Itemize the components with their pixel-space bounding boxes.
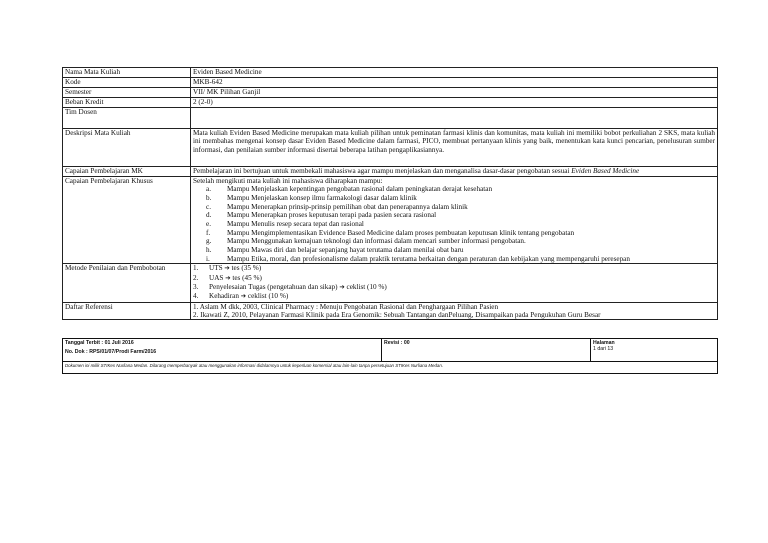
capaian-item-key: a. [206,185,211,194]
capaian-item [193,185,715,194]
metode-item-tool: ceklist (10 %) [346,283,387,292]
capaian-item-key: h. [206,246,212,255]
right-arrow-icon: ➔ [339,283,345,292]
capaian-item-text: Mampu Menggunakan kemajuan teknologi dan informasi dalam mencari sumber informasi pengobatan. [227,237,526,246]
row-deskripsi [63,129,718,167]
capaian-item [193,255,715,264]
tanggal-terbit: Tanggal Terbit : 01 Juli 2016 [65,340,134,346]
nomor-dokumen: No. Dok : RPS/01/07/Prodi Farm/2016 [65,349,157,355]
metode-item [193,264,715,273]
metode-item-text [203,264,261,273]
capaian-item [193,220,715,229]
referensi-item-2: 2. Ikawati Z, 2010, Pelayanan Farmasi Klinik pada Era Genomik: Sebuah Tantangan danPeluang, Disampaikan pada Pengukuhan Guru Besar [193,310,601,319]
revisi: Revisi : 00 [384,340,410,346]
value-metode-penilaian [191,264,718,302]
metode-item-key: 4. [193,292,199,301]
row-semester [63,88,718,98]
document-footer [62,338,718,374]
footer-halaman-cell [591,339,718,362]
footer-revisi-cell [382,339,591,362]
metode-list [193,264,715,301]
row-beban-kredit [63,98,718,108]
capaian-item-key: g. [206,237,212,246]
capaian-item-text: Mampu Mengimplementasikan Evidence Based Medicine dalam proses pembuatan keputusan klinik tentang pengobatan [227,228,575,237]
capaian-item-text: Mampu Menerapkan proses keputusan terapi pada pasien secara rasional [227,211,437,220]
metode-item-method: UAS [209,273,224,282]
row-daftar-referensi [63,302,718,320]
label-capaian-mk: Capaian Pembelajaran MK [63,167,191,177]
metode-item-method: UTS [209,264,223,273]
capaian-item-key: i. [206,254,210,263]
metode-item-key: 2. [193,273,199,282]
value-capaian-khusus [191,177,718,264]
footer-note-row [63,362,718,374]
label-semester: Semester [63,88,191,98]
right-arrow-icon: ➔ [224,264,230,273]
metode-item-key: 3. [193,283,199,292]
right-arrow-icon: ➔ [225,273,231,282]
row-capaian-mk [63,167,718,177]
capaian-item [193,211,715,220]
row-kode [63,78,718,88]
metode-item-tool: tes (35 %) [231,264,262,273]
row-nama-mata-kuliah [63,68,718,78]
capaian-item-text: Mampu Menjelaskan konsep ilmu farmakologi dasar dalam klinik [227,193,417,202]
value-nama-mata-kuliah: Eviden Based Medicine [191,68,718,78]
metode-item-method: Penyelesaian Tugas (pengetahuan dan sikap) [209,283,338,292]
footer-date-cell [63,339,382,362]
metode-item [193,274,715,283]
capaian-item [193,246,715,255]
capaian-item [193,194,715,203]
value-kode: MKB-642 [191,78,718,88]
capaian-item-key: d. [206,211,212,220]
label-tim-dosen: Tim Dosen [63,108,191,129]
halaman-label: Halaman [593,340,615,346]
capaian-item-text: Mampu Mawas diri dan belajar sepanjang hayat terutama dalam menilai obat baru [227,246,464,255]
label-metode-penilaian: Metode Penilaian dan Pembobotan [63,264,191,302]
capaian-item [193,203,715,212]
capaian-mk-text: Pembelajaran ini bertujuan untuk membekali mahasiswa agar mampu menjelaskan dan menganalisa dasar-dasar pengobatan sesuai [193,167,570,175]
label-beban-kredit: Beban Kredit [63,98,191,108]
value-semester: VII/ MK Pilihan Ganjil [191,88,718,98]
label-daftar-referensi: Daftar Referensi [63,302,191,320]
value-tim-dosen [191,108,718,129]
metode-item-key: 1. [193,264,199,273]
capaian-khusus-intro: Setelah mengikuti mata kuliah ini mahasiswa diharapkan mampu: [193,177,383,185]
halaman-value: 1 dari 13 [593,346,614,352]
value-beban-kredit: 2 (2-0) [191,98,718,108]
metode-item [193,283,715,292]
capaian-item-key: e. [206,220,211,229]
capaian-item-key: c. [206,202,211,211]
capaian-item-text: Mampu Etika, moral, dan profesionalisme dalam praktik terutama berkaitan dengan peraturan dan kebijakan yang mempengaruhi peresepan [227,254,630,263]
metode-item-text [203,292,288,301]
row-capaian-khusus [63,177,718,264]
footer-note: Dokumen ini milik STIKes Nurliana Medan. Dilarang memperbanyak atau menggunakan informasi didalamnya untuk keperluan komersial atau lain-lain tanpa persetujuan STIKes Nurliana Medan. [63,362,718,374]
row-metode-penilaian [63,264,718,302]
capaian-item-key: b. [206,193,212,202]
capaian-mk-italic: Eviden Based Medicine [571,167,640,175]
referensi-item-1: 1. Aslam M dkk, 2003, Clinical Pharmacy : Menuju Pengobatan Rasional dan Penghargaan Pilihan Pasien [193,302,499,311]
metode-item-text [203,283,387,292]
metode-item-tool: ceklist (10 %) [247,292,289,301]
row-tim-dosen [63,108,718,129]
label-deskripsi: Deskripsi Mata Kuliah [63,129,191,167]
value-deskripsi: Mata kuliah Eviden Based Medicine merupakan mata kuliah pilihan untuk peminatan farmasi klinis dan komunitas, mata kuliah ini memiliki bobot perkuliahan 2 SKS, mata kuliah ini membahas mengenai konsep dasar Eviden Based Medicine dalam farmasi, PICO, membuat pertanyaan klinis yang baik, menentukan kata kunci pencarian, penelusuran sumber informasi, dan penilaian sumber informasi disertai beberapa latihan pengaplikasiannya. [191,129,718,167]
metode-item-method: Kehadiran [209,292,239,301]
metode-item [193,292,715,301]
capaian-item-text: Mampu Menerapkan prinsip-prinsip pemilihan obat dan penerapannya dalam klinik [227,202,468,211]
capaian-item [193,229,715,238]
footer-row [63,339,718,362]
capaian-khusus-list [193,185,715,263]
label-kode: Kode [63,78,191,88]
rps-table [62,67,718,320]
capaian-item [193,237,715,246]
metode-item-text [203,274,262,283]
value-daftar-referensi [191,302,718,320]
right-arrow-icon: ➔ [240,292,247,301]
label-capaian-khusus: Capaian Pembelajaran Khusus [63,177,191,264]
capaian-item-text: Mampu Menjelaskan kepentingan pengobatan rasional dalam peningkatan derajat kesehatan [227,185,493,194]
capaian-item-key: f. [206,228,211,237]
capaian-item-text: Mampu Menulis resep secara tepat dan rasional [227,220,364,229]
metode-item-tool: tes (45 %) [232,273,262,282]
value-capaian-mk [191,167,718,177]
label-nama-mata-kuliah: Nama Mata Kuliah [63,68,191,78]
